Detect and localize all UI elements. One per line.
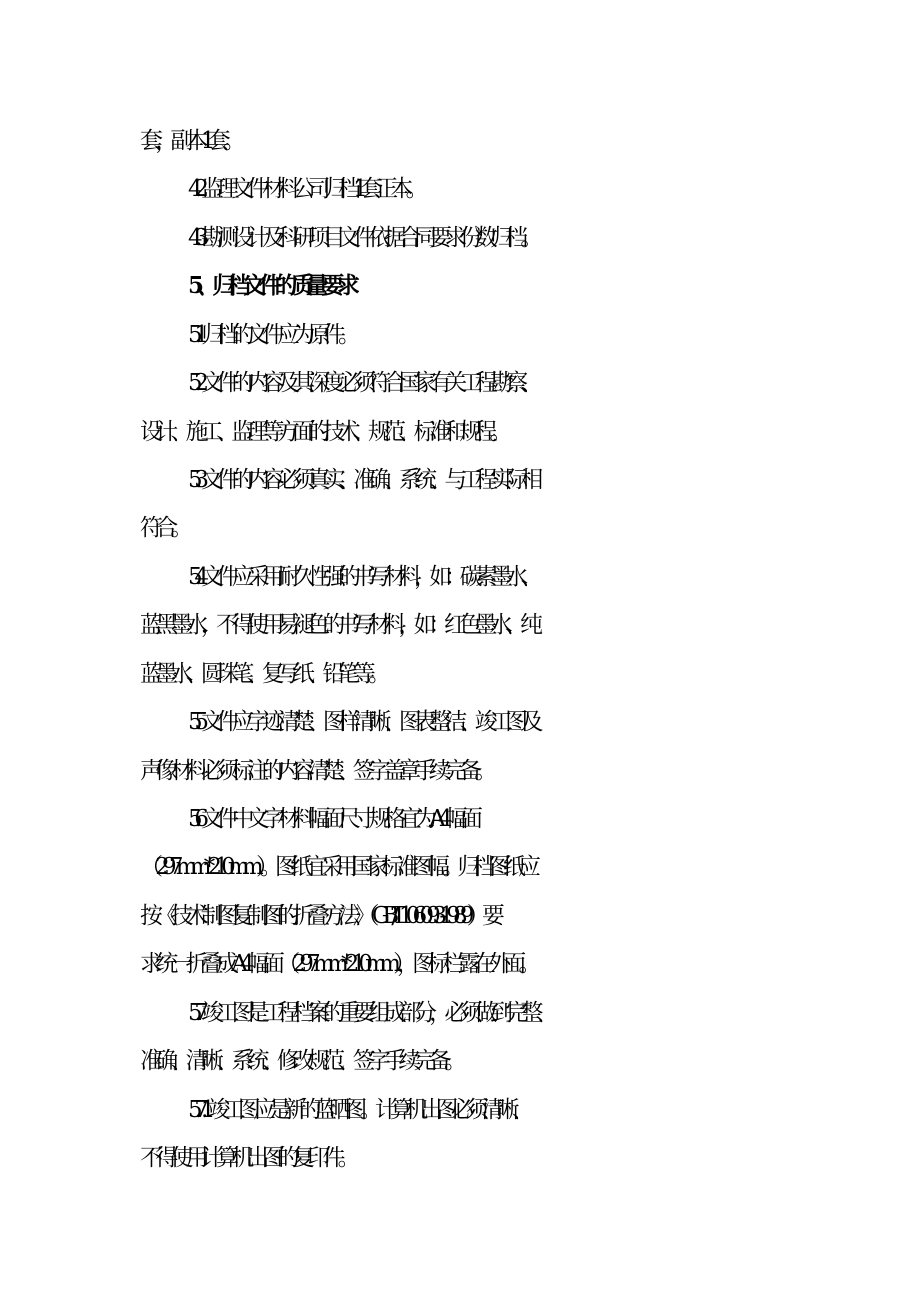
text-line: 5.7.1竣工图应是新的蓝晒图。计算机出图必须清晰、 (188, 1097, 527, 1123)
text-line: 声像材料必须标注的内容清楚、签字盖章手续完备。 (140, 758, 490, 784)
text-line: 求统一折叠成A4幅面（297mm*210mm），图标栏露在外面。 (140, 951, 534, 977)
text-line: 5.6文件中文字材料幅面尺寸规格宜为A4幅面 (188, 806, 476, 832)
text-line: 5.1归档的文件应为原件。 (188, 322, 354, 348)
text-line: 5.3文件的内容必须真实、准确、系统、与工程实际相 (188, 467, 536, 493)
text-line: 5.5文件应字迹清楚、图样清晰、图表整洁、竣工图及 (188, 709, 536, 735)
text-line: （297mm*210mm）。图纸宜采用国家标准图幅。归档图纸应 (140, 854, 534, 880)
text-line: 准确、清晰、系统、修改规范、签字手续完备。 (140, 1048, 460, 1074)
text-line: 蓝黑墨水，不得使用易褪色的书写材料，如：红色墨水、纯 (140, 612, 536, 638)
section-heading: 5、归档文件的质量要求 (188, 272, 353, 299)
text-line: 套，副本1套。 (140, 128, 239, 154)
text-line: 5.2文件的内容及其深度必须符合国家有关工程勘察、 (188, 370, 536, 396)
text-line: 符合。 (140, 515, 186, 541)
text-line: 4.2监理文件材料公司归档1套正本。 (188, 176, 421, 202)
text-line: 5.4文件应采用耐久性强的书写材料，如：碳素墨水、 (188, 564, 536, 590)
text-line: 5.7竣工图是工程档案的重要组成部分，必须做到完整、 (188, 1000, 551, 1026)
text-line: 不得使用计算机出图的复印件。 (140, 1145, 353, 1171)
text-line: 按《技术制图复制图的折叠方法》（GB/T10609.3-1989）要 (140, 903, 498, 929)
text-line: 4.3勘测设计及科研项目文件依据合同要求份数归档。 (188, 225, 536, 251)
text-line: 蓝墨水、圆珠笔、复写纸、铅笔等。 (140, 661, 384, 687)
text-line: 设计、施工、监理等方面的技术、规范、标准和规程。 (140, 419, 505, 445)
